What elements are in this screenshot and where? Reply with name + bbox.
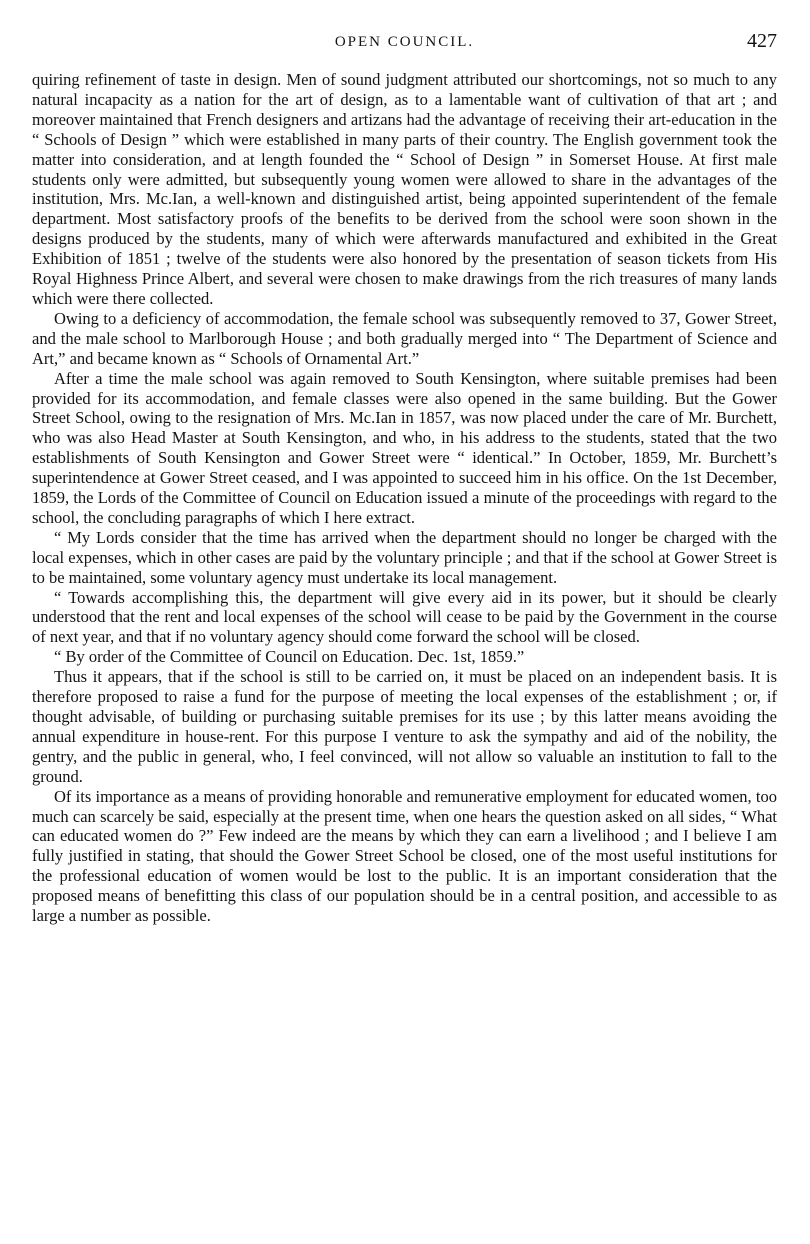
running-title: OPEN COUNCIL. (334, 34, 475, 50)
paragraph-independent-basis: Thus it appears, that if the school is still to be carried on, it must be placed on an independent basis. It is therefore proposed to raise a fund for the purpose of meeting the local expenses of the establishment ; or, if thought advisable, of building or purchasing suitable premises for its use ; by this latter means avoiding the annual expenditure in house-rent. For this purpose I venture to ask the sympathy and aid of the nobility, the gentry, and the public in general, who, I feel convinced, will not allow so valuable an institution to fall to the ground. (32, 667, 777, 786)
page-number: 427 (747, 30, 777, 52)
paragraph-importance: Of its importance as a means of providing honorable and remunerative employment for educated women, too much can scarcely be said, especially at the present time, when one hears the question asked on all sides, “ What can educated women do ?” Few indeed are the means by which they can earn a livelihood ; and I believe I am fully justified in stating, that should the Gower Street School be closed, one of the most useful institutions for the professional education of women would be lost to the public. It is an important consideration that the proposed means of benefitting this class of our population should be in a central position, and accessible to as large a number as possible. (32, 786, 777, 926)
paragraph-south-kensington: After a time the male school was again removed to South Kensington, where suitable premises had been provided for its accommodation, and female classes were also opened in the same building. But the Gower Street School, owing to the resignation of Mrs. Mc.Ian in 1857, was now placed under the care of Mr. Burchett, who was also Head Master at South Kensington, and who, in his address to the students, stated that the two establishments of South Kensington and Gower Street were “ identical.” In October, 1859, Mr. Burchett’s superintendence at Gower Street ceased, and I was appointed to succeed him in his office. On the 1st December, 1859, the Lords of the Committee of Council on Education issued a minute of the proceedings with regard to the school, the concluding paragraphs of which I here extract. (32, 368, 777, 527)
quote-towards-accomplishing: “ Towards accomplishing this, the department will give every aid in its power, but it should be clearly understood that the rent and local expenses of the school will cease to be paid by the Government in the course of next year, and that if no voluntary agency should come forward the school will be closed. (32, 587, 777, 647)
quote-my-lords: “ My Lords consider that the time has arrived when the department should no longer be charged with the local expenses, which in other cases are paid by the voluntary principle ; and that if the school at Gower Street is to be maintained, some voluntary agency must undertake its local management. (32, 527, 777, 587)
paragraph-continuation: quiring refinement of taste in design. Men of sound judgment attributed our shortcomings, not so much to any natural incapacity as a nation for the art of design, as to a lamentable want of cultivation of that art ; and moreover maintained that French designers and artizans had the advantage of receiving their art-education in the “ Schools of Design ” which were established in many parts of their country. The English government took the matter into consideration, and at length founded the “ School of Design ” in Somerset House. At first male students only were admitted, but subsequently young women were allowed to share in the advantages of the institution, Mrs. Mc.Ian, a well-known and distinguished artist, being appointed superintendent of the female department. Most satisfactory proofs of the benefits to be derived from the school were soon shown in the designs produced by the students, many of which were afterwards manufactured and exhibited in the Great Exhibition of 1851 ; twelve of the students were also honored by the presentation of season tickets from His Royal Highness Prince Albert, and several were chosen to make drawings from the rich treasures of many lands which were there collected. (32, 70, 777, 308)
quote-by-order: “ By order of the Committee of Council on Education. Dec. 1st, 1859.” (54, 647, 525, 667)
running-head (32, 30, 777, 70)
page (32, 30, 777, 926)
body-text (32, 70, 777, 926)
paragraph-relocation: Owing to a deficiency of accommodation, the female school was subsequently removed to 37, Gower Street, and the male school to Marlborough House ; and both gradually merged into “ The Department of Science and Art,” and became known as “ Schools of Ornamental Art.” (32, 308, 777, 368)
